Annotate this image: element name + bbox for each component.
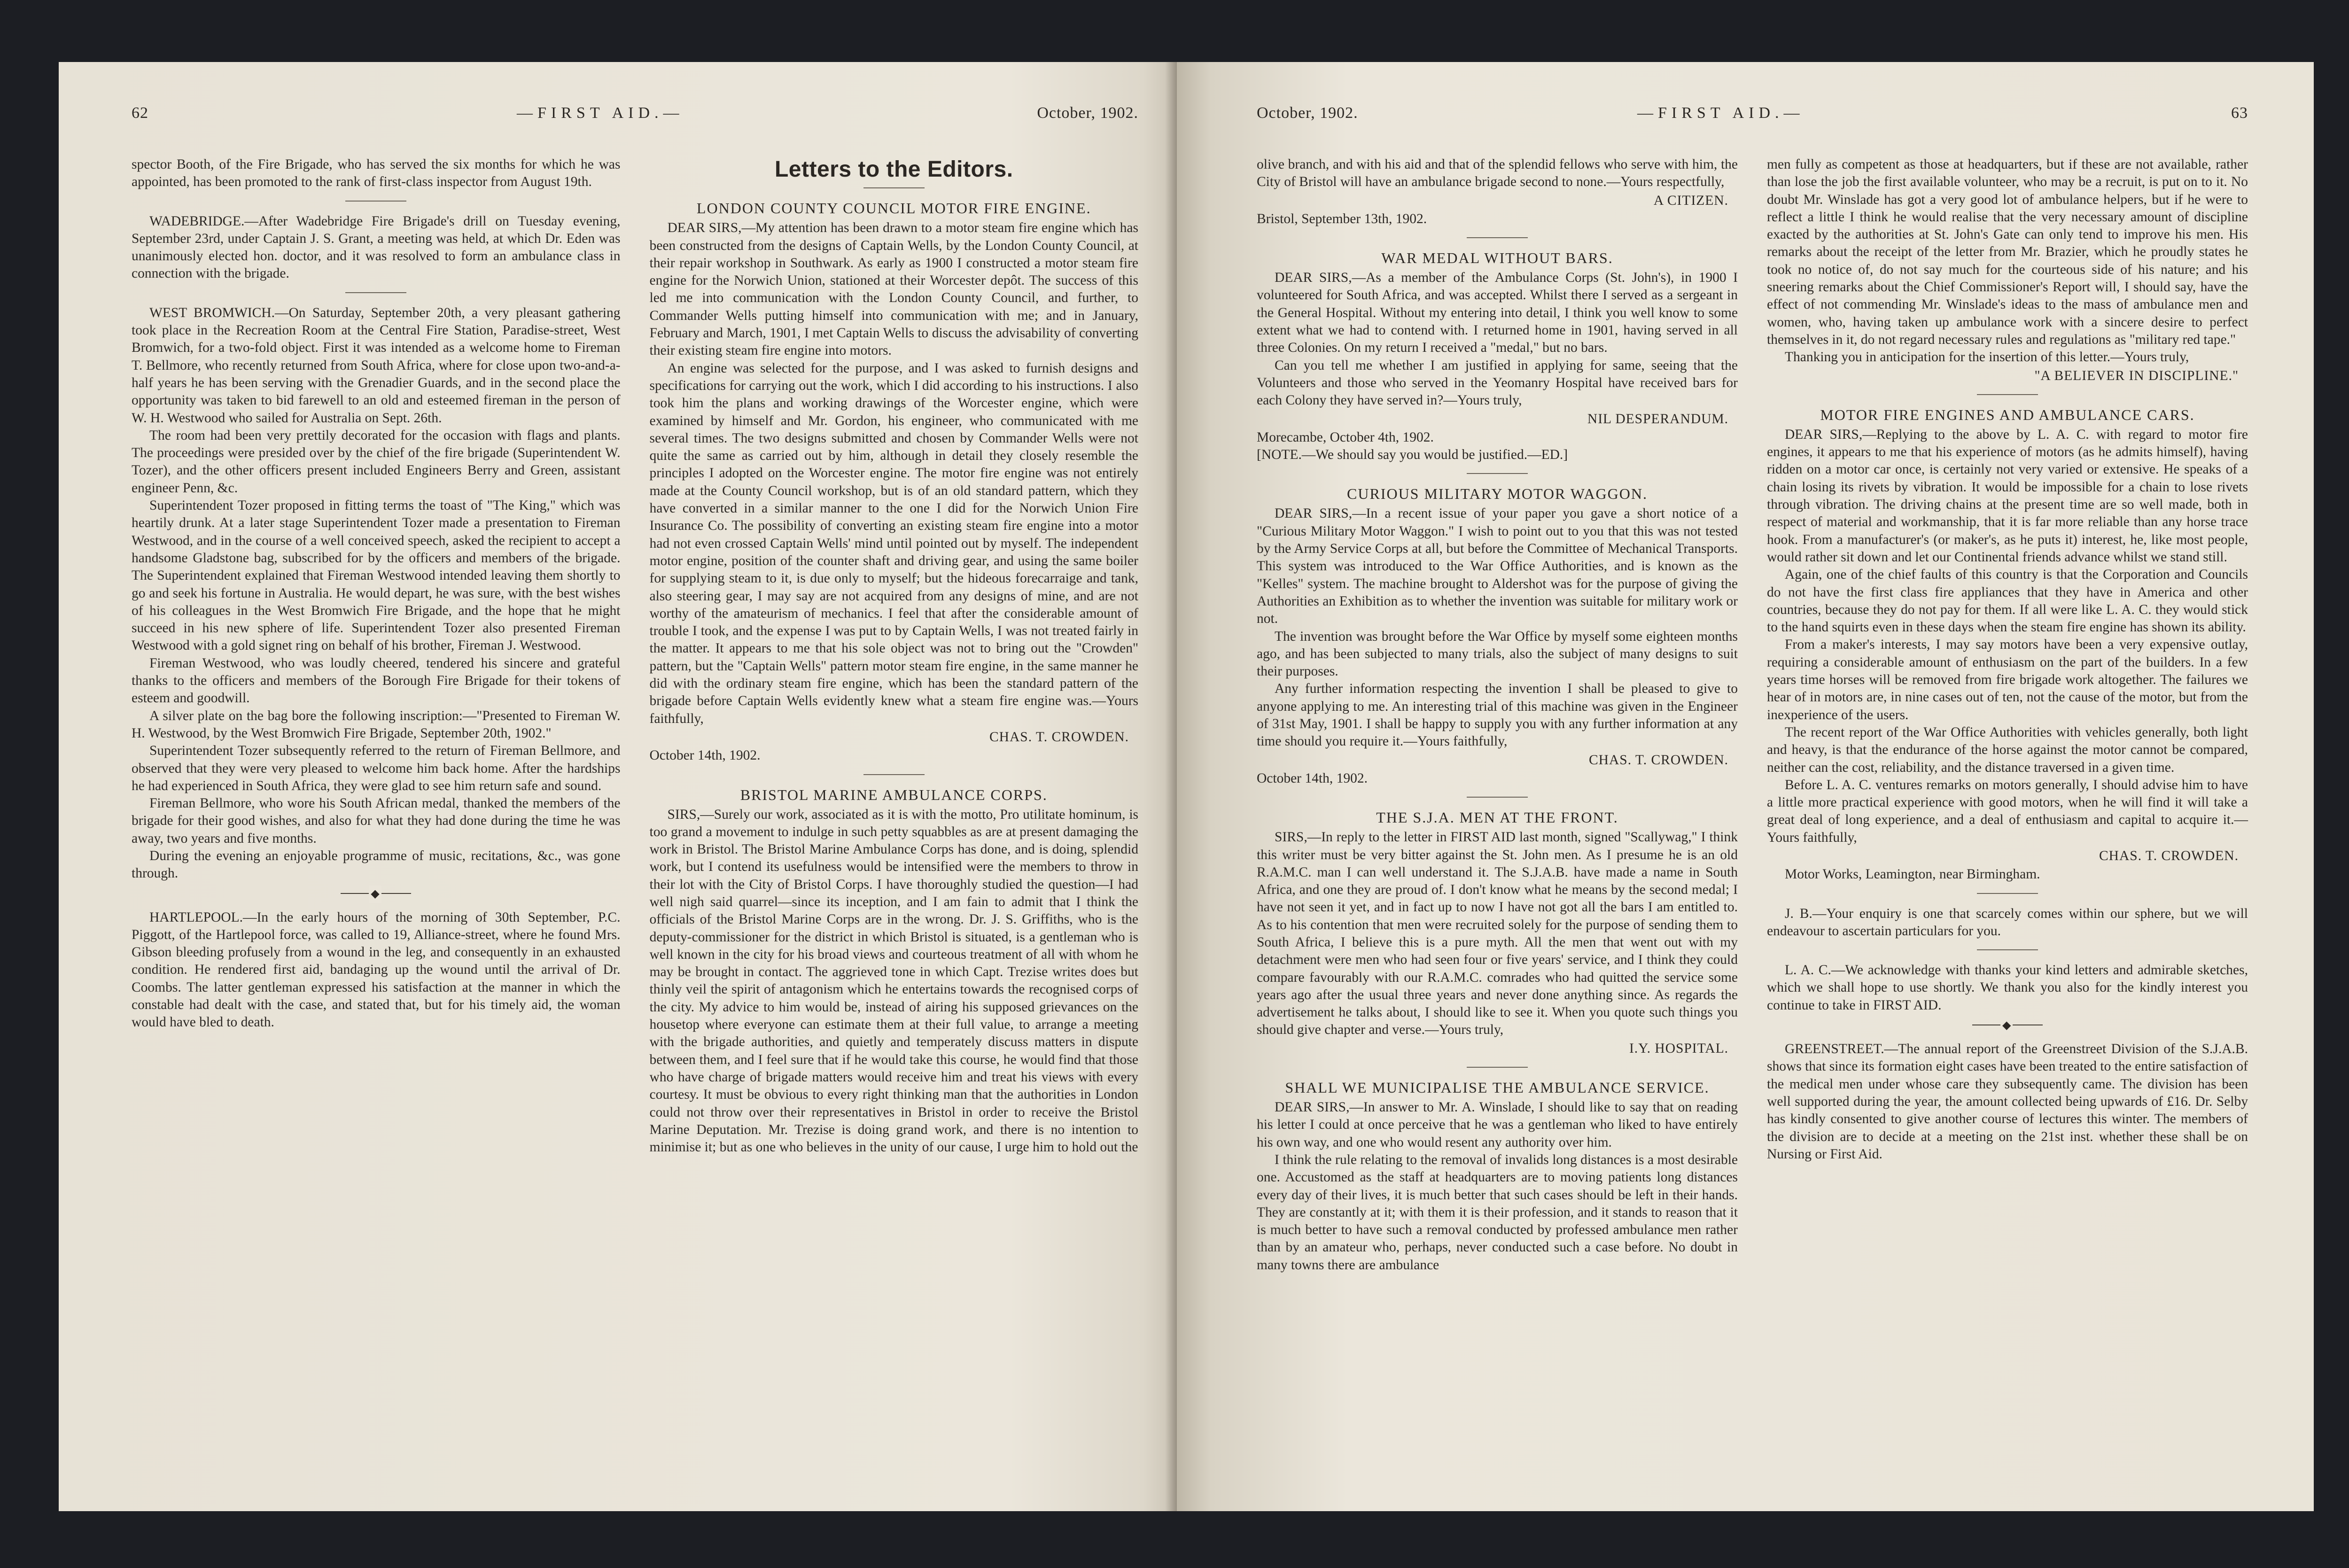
ornament-divider	[1972, 1022, 2043, 1028]
signature: I.Y. HOSPITAL.	[1629, 1040, 1728, 1056]
paragraph: DEAR SIRS,—Replying to the above by L. A. C. with regard to motor fire engines, it appears to me that his experience of motors (as he admits himself), having ridden on a motor car once, is certainly not very varied or extensive. He speaks of a chain losing its rivets by vibration. It would be impossible for a chain to lose rivets through vibration. The driving chains at the present time are so well made, both in respect of material and workmanship, that it is far more reliable than any horse trace hook. From a manufacturer's (or maker's, as he puts it) interest, he, like most people, would rather sit down and let our Continental friends advance whilst we stand still.	[1767, 427, 2248, 565]
section-heading: Letters to the Editors.	[774, 157, 1013, 182]
paragraph: Superintendent Tozer proposed in fitting terms the toast of "The King," which was heartily drunk. At a later stage Superintendent Tozer made a presentation to Fireman Westwood, and in the course of a well conceived speech, asked the recipient to accept a handsome Gladstone bag, subscribed for by the officers and members of the brigade. The Superintendent explained that Fireman Westwood intended leaving them shortly to go and seek his fortune in Australia. He would depart, he was sure, with the best wishes of his colleagues in the West Bromwich Fire Brigade, and the hope that he might succeed in his new sphere of life. Superintendent Tozer also presented Fireman Westwood with a gold signet ring on behalf of his brother, Fireman J. Westwood.	[132, 498, 621, 653]
divider	[1467, 473, 1528, 474]
paragraph: Can you tell me whether I am justified in applying for same, seeing that the Volunteers and those who served in the Yeomanry Hospital have received bars for each Colony they have served in?—Yours truly,	[1257, 357, 1738, 408]
signature: NIL DESPERANDUM.	[1587, 411, 1728, 427]
left-page	[59, 62, 1177, 1511]
dateline: Morecambe, October 4th, 1902.	[1257, 429, 1434, 445]
paragraph: The room had been very prettily decorated for the occasion with flags and plants. The proceedings were presided over by the chief of the fire brigade (Superintendent W. Tozer), and the other officers present included Engineers Berry and Green, assistant engineer Penn, &c.	[132, 427, 621, 496]
left-column-2	[650, 156, 1139, 1156]
right-column-1	[1257, 156, 1738, 1274]
running-date: October, 1902.	[1037, 104, 1138, 122]
paragraph: Again, one of the chief faults of this country is that the Corporation and Councils do not have the first class fire appliances that they have in America and other countries, because they do not pay for them. If all were like L. A. C. they would stick to the hand squirts even in these days when the steam fire engine has shown its ability.	[1767, 567, 2248, 635]
paragraph: From a maker's interests, I may say motors have been a very expensive outlay, requiring a considerable amount of enthusiasm on the part of the builders. In a few years time horses will be removed from fire brigade work altogether. The failures we hear of in motors are, in nine cases out of ten, not the cause of the motor, but from the inexperience of the users.	[1767, 637, 2248, 722]
address-line: Motor Works, Leamington, near Birmingham.	[1785, 867, 2040, 882]
divider	[345, 292, 406, 293]
running-title: —FIRST AID.—	[1637, 104, 1805, 122]
paragraph: DEAR SIRS,—As a member of the Ambulance Corps (St. John's), in 1900 I volunteered for South Africa, and was accepted. Whilst there I served as a sergeant in the General Hospital. Without my entering into detail, I think you well know to some extent what we had to contend with. I returned home in 1901, having served in all three Colonies. On my return I received a "medal," but no bars.	[1257, 270, 1738, 356]
paragraph: A silver plate on the bag bore the following inscription:—"Presented to Fireman W. H. Westwood, by the West Bromwich Fire Brigade, September 20th, 1902."	[132, 708, 621, 741]
page-number: 63	[2231, 104, 2248, 122]
letter-heading: THE S.J.A. MEN AT THE FRONT.	[1376, 809, 1618, 826]
paragraph: men fully as competent as those at headquarters, but if these are not available, rather than lose the job the first available volunteer, who may be a recruit, is put on to it. No doubt Mr. Winslade has got a very good lot of ambulance helpers, but if he were to reflect a little I think he would realise that the very necessary amount of discipline exacted by the authorities at St. John's Gate can only tend to improve his men. His remarks about the receipt of the letter from Mr. Brazier, which he proudly states he took no notice of, do not say much for the courteous side of his nature; and his sneering remarks about the Chief Commissioner's Report will, I should say, have the effect of not commending Mr. Winslade's ideas to the mass of ambulance men and women, who, having taken up ambulance work with a sincere desire to perfect themselves in it, do not regard necessary rules and regulations as "military red tape."	[1767, 157, 2248, 347]
divider	[345, 201, 406, 202]
divider	[1977, 893, 2038, 894]
paragraph: WADEBRIDGE.—After Wadebridge Fire Brigade's drill on Tuesday evening, September 23rd, under Captain J. S. Grant, a meeting was held, at which Dr. Eden was unanimously elected hon. doctor, and it was resolved to form an ambulance class in connection with the brigade.	[132, 213, 621, 281]
paragraph: spector Booth, of the Fire Brigade, who has served the six months for which he was appointed, has been promoted to the rank of first-class inspector from August 19th.	[132, 157, 621, 190]
divider	[1977, 949, 2038, 950]
signature: CHAS. T. CROWDEN.	[989, 729, 1129, 745]
signature: A CITIZEN.	[1653, 193, 1728, 208]
paragraph: I think the rule relating to the removal of invalids long distances is a most desirable one. Accustomed as the staff at headquarters are to moving patients long distances every day of their lives, it is much better that such cases should be left in their hands. They are constantly at it; with them it is their profession, and it stands to reason that it is much better to have such a removal conducted by professed ambulance men rather than by an amateur who, perhaps, never conducted such a case before. No doubt in many towns there are ambulance	[1257, 1152, 1738, 1273]
right-page	[1177, 62, 2314, 1511]
running-head-right	[1257, 104, 2248, 137]
dateline: October 14th, 1902.	[1257, 770, 1368, 786]
page-number: 62	[132, 104, 148, 122]
paragraph: Fireman Bellmore, who wore his South African medal, thanked the members of the brigade for their good wishes, and also for what they had done during the time he was away, two years and five months.	[132, 796, 621, 846]
paragraph: The invention was brought before the War Office by myself some eighteen months ago, and has been subjected to many trials, also the subject of many designs to suit their purposes.	[1257, 629, 1738, 679]
paragraph: Superintendent Tozer subsequently referred to the return of Fireman Bellmore, and observed that they were very pleased to welcome him back home. After the hardships he had experienced in South Africa, they were glad to see him return safe and sound.	[132, 743, 621, 793]
paragraph: The recent report of the War Office Authorities with vehicles generally, both light and heavy, is that the endurance of the horse against the motor cannot be compared, neither can the cost, reliability, and the distance traversed in a given time.	[1767, 724, 2248, 775]
paragraph: Thanking you in anticipation for the insertion of this letter.—Yours truly,	[1785, 349, 2189, 365]
paragraph: Before L. A. C. ventures remarks on motors generally, I should advise him to have a little more practical experience with good motors, when he will find it will take a great deal of long experience, and a deal of enthusiasm and capital to acquire it.—Yours faithfully,	[1767, 777, 2248, 845]
signature: CHAS. T. CROWDEN.	[1589, 752, 1728, 768]
divider	[863, 774, 925, 775]
running-head-left	[132, 104, 1138, 137]
divider	[863, 187, 925, 188]
dateline: Bristol, September 13th, 1902.	[1257, 211, 1427, 226]
editor-note: [NOTE.—We should say you would be justified.—ED.]	[1257, 447, 1568, 463]
letter-heading: MOTOR FIRE ENGINES AND AMBULANCE CARS.	[1820, 406, 2195, 423]
paragraph: During the evening an enjoyable programme of music, recitations, &c., was gone through.	[132, 848, 621, 881]
paragraph: SIRS,—Surely our work, associated as it is with the motto, Pro utilitate hominum, is too grand a movement to indulge in such petty squabbles as are at present damaging the work in Bristol. The Bristol Marine Ambulance Corps has done, and is doing, splendid work, but I contend its usefulness would be intensified were the members to throw in their lot with the City of Bristol Corps. I have thoroughly studied the question—I had well nigh said quarrel—since its inception, and I am fain to admit that I think the officials of the Bristol Marine Corps are in the wrong. Dr. J. S. Griffiths, who is the deputy-commissioner for the district in which Bristol is situated, is a gentleman who is well known in the city for his broad views and courteous treatment of all with whom he may be brought in contact. The aggrieved tone in which Capt. Trezise writes does but thinly veil the spirit of antagonism which he entertains towards the recognised corps of the city. My advice to him would be, instead of airing his supposed grievances on the housetop where everyone can estimate them at their full value, to arrange a meeting with the brigade authorities, and quietly and temperately discuss matters in dispute between them, and I feel sure that if he would take this course, he would find that those who have charge of brigade matters would receive him and treat his views with every courtesy. It must be obvious to every right thinking man that the authorities in London could not throw over their representatives in Bristol in order to receive the Bristol Marine Deputation. Mr. Trezise is doing grand work, and there is no intention to minimise it; but as one who believes in the unity of our cause, I urge him to hold out the	[649, 807, 1138, 1155]
paragraph: J. B.—Your enquiry is one that scarcely comes within our sphere, but we will endeavour to ascertain particulars for you.	[1767, 906, 2248, 939]
letter-heading: LONDON COUNTY COUNCIL MOTOR FIRE ENGINE.	[696, 200, 1091, 217]
signature: "A BELIEVER IN DISCIPLINE."	[2034, 368, 2239, 383]
paragraph: GREENSTREET.—The annual report of the Greenstreet Division of the S.J.A.B. shows that since its formation eight cases have been treated to the entire satisfaction of the medical men under whose care they subsequently came. The division has been well supported during the year, the amount collected being upwards of £16. Dr. Selby has kindly consented to give another course of lectures this winter. The members of the division are to decide at a meeting on the 21st inst. whether these shall be on Nursing or First Aid.	[1767, 1041, 2248, 1162]
divider	[1467, 797, 1528, 798]
paragraph: DEAR SIRS,—My attention has been drawn to a motor steam fire engine which has been constructed from the designs of Captain Wells, by the London County Council, at their repair workshop in Southwark. As early as 1900 I constructed a motor steam fire engine for the Norwich Union, stationed at their Worcester depôt. The success of this led me into communication with the London County Council, and further, to Commander Wells putting himself into communication with me; and in January, February and March, 1901, I met Captain Wells to discuss the advisability of converting their existing steam fire engine into motors.	[649, 220, 1138, 358]
signature: CHAS. T. CROWDEN.	[2099, 848, 2239, 863]
dateline: October 14th, 1902.	[649, 748, 761, 763]
paragraph: olive branch, and with his aid and that of the splendid fellows who serve with him, the City of Bristol will have an ambulance brigade second to none.—Yours respectfully,	[1257, 157, 1738, 190]
paragraph: WEST BROMWICH.—On Saturday, September 20th, a very pleasant gathering took place in the Recreation Room at the Central Fire Station, Paradise-street, West Bromwich, for a two-fold object. First it was intended as a welcome home to Fireman T. Bellmore, who recently returned from South Africa, where for close upon two-and-a-half years he has been serving with the Grenadier Guards, and in the second place the opportunity was taken to bid farewell to an old and esteemed fireman in the person of W. H. Westwood who sailed for Australia on Sept. 26th.	[132, 305, 621, 426]
paragraph: Any further information respecting the invention I shall be pleased to give to anyone applying to me. An interesting trial of this machine was given in the Engineer of 31st May, 1901. I shall be happy to supply you with any further information at any time should you require it.—Yours faithfully,	[1257, 681, 1738, 749]
paragraph: An engine was selected for the purpose, and I was asked to furnish designs and specifications for carrying out the work, which I did according to his instructions. I also took him the plans and working drawings of the Worcester engine, which were examined by himself and Mr. Gordon, his engineer, who communicated with me several times. The two designs submitted and chosen by Commander Wells were not quite the same as carried out by him, although in detail they closely resemble the principles I adopted on the Worcester engine. The motor fire engine was not entirely made at the County Council workshop, but is of an old standard pattern, which they have converted in a similar manner to the one I did for the Norwich Union Fire Insurance Co. The possibility of converting an existing steam fire engine into a motor had not even crossed Captain Wells' mind until pointed out by myself. The independent motor engine, position of the counter shaft and driving gear, and using the same boiler for supplying steam to it, is due only to myself; but the hideous forecarraige and tank, also steering gear, I may say are not acquired from any designs of mine, and are not worthy of the amateurism of mechanics. I feel that after the considerable amount of trouble I took, and the expense I was put to by Captain Wells, I was not treated fairly in the matter. It appears to me that his sole object was not to bring out the "Crowden" pattern, but the "Captain Wells" pattern motor steam fire engine, in the same manner he did with the ordinary steam fire engine, which has been the standard pattern of the brigade before Captain Wells evidently knew what a steam fire engine was.—Yours faithfully,	[649, 360, 1138, 726]
letter-heading: CURIOUS MILITARY MOTOR WAGGON.	[1347, 485, 1648, 503]
paragraph: HARTLEPOOL.—In the early hours of the morning of 30th September, P.C. Piggott, of the Hartlepool force, was called to 19, Alliance-street, where he found Mrs. Gibson bleeding profusely from a wound in the leg, and consequently in an exhausted condition. He rendered first aid, bandaging up the wound until the arrival of Dr. Coombs. The latter gentleman expressed his satisfaction at the manner in which the constable had dealt with the case, and stated that, but for his timely aid, the woman would have bled to death.	[132, 909, 621, 1030]
letter-heading: WAR MEDAL WITHOUT BARS.	[1381, 249, 1613, 267]
ornament-divider	[341, 890, 411, 897]
divider	[1467, 1067, 1528, 1068]
letter-heading: SHALL WE MUNICIPALISE THE AMBULANCE SERVICE.	[1285, 1079, 1710, 1096]
paragraph: SIRS,—In reply to the letter in FIRST AID last month, signed "Scallywag," I think this writer must be very bitter against the St. John men. As I presume he is an old R.A.M.C. man I can well understand it. The S.J.A.B. have made a name in South Africa, and one they are proud of. I don't know what he means by the second medal; I have not seen it yet, and in fact up to now I have not got all the bars I am entitled to. As to his contention that men were recruited solely for the purpose of sending them to South Africa, I believe this is a pure myth. All the men that went out with my detachment were men who had seen four or five years' service, and I think they could compare favourably with our R.A.M.C. comrades who had quitted the service some years ago after the usual three years and never done anything since. As regards the advertisement he talks about, I should like to see it. When you quote such things you should give chapter and verse.—Yours truly,	[1257, 830, 1738, 1038]
paragraph: DEAR SIRS,—In answer to Mr. A. Winslade, I should like to say that on reading his letter I could at once perceive that he was a gentleman who liked to have entirely his own way, and one who would resent any authority over him.	[1257, 1100, 1738, 1150]
divider	[1467, 237, 1528, 238]
right-column-2	[1767, 156, 2248, 1274]
paragraph: L. A. C.—We acknowledge with thanks your kind letters and admirable sketches, which we shall hope to use shortly. We thank you also for the kindly interest you continue to take in FIRST AID.	[1767, 963, 2248, 1013]
divider	[1977, 394, 2038, 395]
paragraph: DEAR SIRS,—In a recent issue of your paper you gave a short notice of a "Curious Military Motor Waggon." I wish to point out to you that this was not tested by the Army Service Corps at all, but before the Committee of Mechanical Transports. This system was introduced to the War Office Authorities, and is known as the "Kelles" system. The machine brought to Aldershot was for the purpose of giving the Authorities an Exhibition as to whether the invention was suitable for military work or not.	[1257, 506, 1738, 627]
left-column-1	[132, 156, 621, 1156]
paragraph: Fireman Westwood, who was loudly cheered, tendered his sincere and grateful thanks to the officers and members of the Borough Fire Brigade for their tokens of esteem and goodwill.	[132, 655, 621, 706]
running-date: October, 1902.	[1257, 104, 1358, 122]
running-title: —FIRST AID.—	[517, 104, 684, 122]
letter-heading: BRISTOL MARINE AMBULANCE CORPS.	[740, 786, 1048, 803]
